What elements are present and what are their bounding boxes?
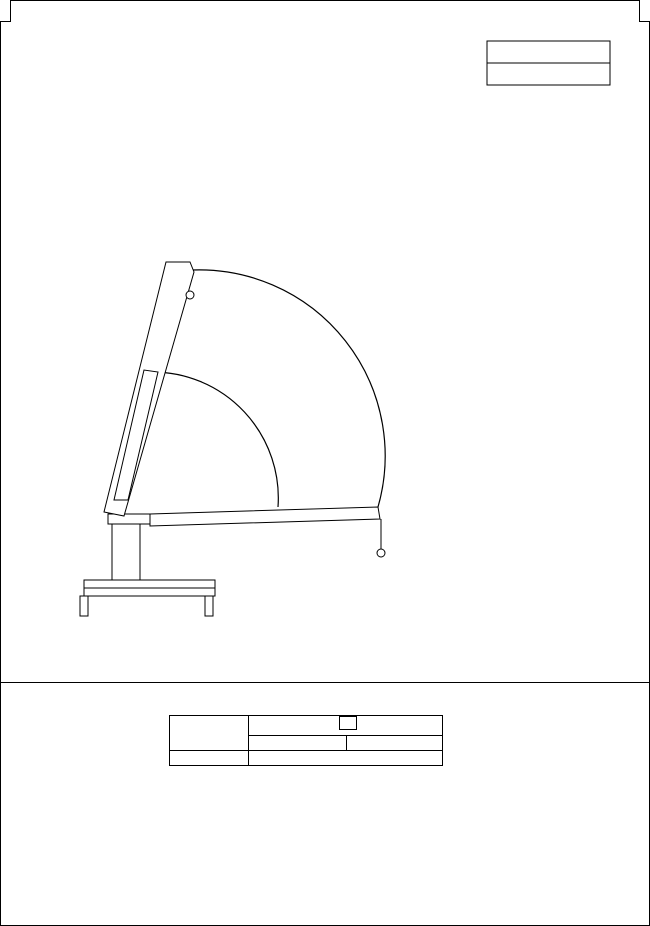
- section-divider: [0, 682, 650, 683]
- outrigger-leg-left: [80, 596, 88, 616]
- crane-column: [112, 524, 140, 580]
- length-value: [347, 736, 443, 751]
- boom-length-unit: [339, 716, 357, 730]
- table-subheader: [249, 751, 443, 766]
- table-row: [170, 716, 443, 736]
- outrigger-leg-right: [205, 596, 213, 616]
- capacity-table: [169, 715, 443, 766]
- length-value: [249, 736, 347, 751]
- boom-horizontal: [150, 507, 380, 526]
- table-row: [170, 751, 443, 766]
- inner-reach-curve: [152, 372, 278, 507]
- crane-drawing: [80, 262, 385, 616]
- boom-length-header: [249, 716, 443, 736]
- boom-angle-header: [170, 716, 249, 751]
- hook-75: [186, 291, 194, 299]
- outer-reach-curve: [192, 270, 385, 507]
- hook-0: [377, 549, 385, 557]
